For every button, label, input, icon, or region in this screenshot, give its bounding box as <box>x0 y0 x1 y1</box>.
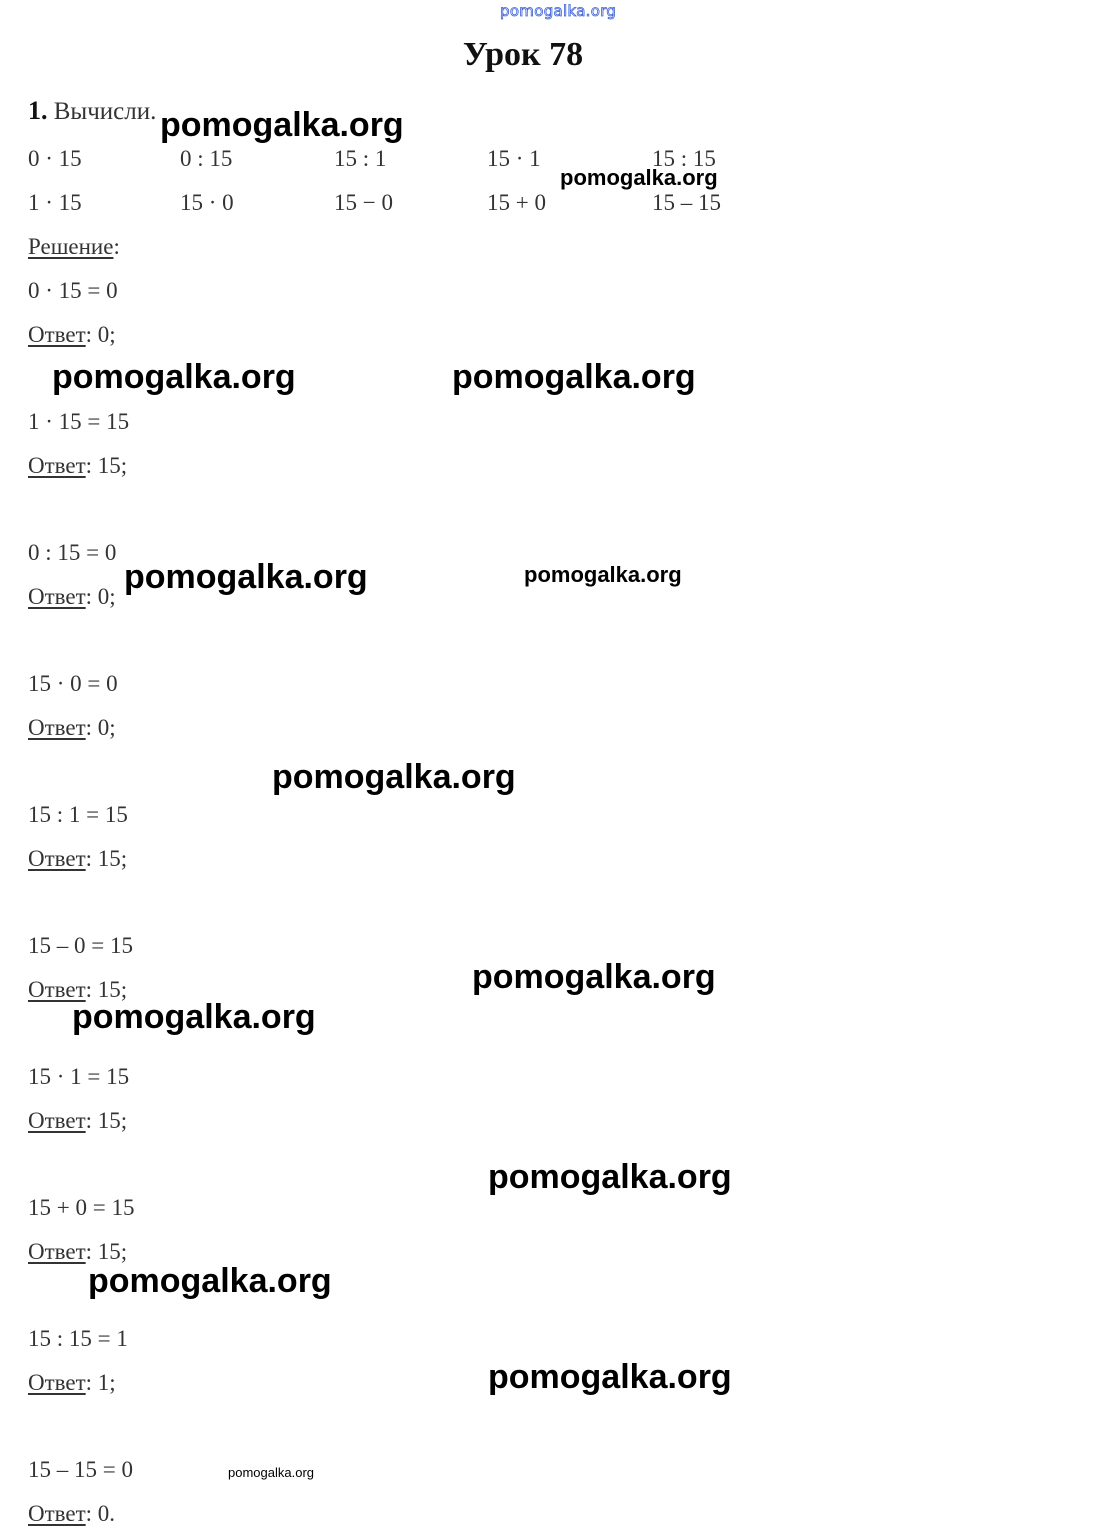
solution-heading: Решение: <box>28 234 120 259</box>
solution-equation: 15 · 0 = 0 <box>28 671 118 696</box>
solution-equation: 15 – 0 = 15 <box>28 933 133 958</box>
answer-value: : 15; <box>85 1239 128 1264</box>
answer-value: : 15; <box>85 453 128 478</box>
answer-label: Ответ <box>28 715 86 740</box>
answer-line <box>28 846 127 872</box>
answer-line <box>28 715 116 741</box>
answer-value: : 0; <box>85 584 116 609</box>
watermark: pomogalka.org <box>524 562 682 587</box>
solution-equation: 15 : 1 = 15 <box>28 802 128 827</box>
watermark: pomogalka.org <box>88 1262 332 1300</box>
answer-label: Ответ <box>28 322 86 347</box>
watermark: pomogalka.org <box>488 1158 732 1196</box>
answer-line <box>28 1108 127 1134</box>
expression: 15 − 0 <box>334 190 393 215</box>
expression: 15 · 1 <box>487 146 541 171</box>
expression: 15 – 15 <box>652 190 721 215</box>
watermark: pomogalka.org <box>228 1465 314 1480</box>
solution-equation: 1 · 15 = 15 <box>28 409 130 434</box>
answer-line <box>28 1370 116 1396</box>
solution-equation: 15 · 1 = 15 <box>28 1064 130 1089</box>
answer-value: : 1; <box>85 1370 116 1395</box>
watermark: pomogalka.org <box>52 358 296 396</box>
watermark: pomogalka.org <box>124 558 368 596</box>
solution-equation: 15 : 15 = 1 <box>28 1326 128 1351</box>
expression: 15 + 0 <box>487 190 546 215</box>
answer-value: : 0. <box>85 1501 116 1526</box>
expression: 15 : 1 <box>334 146 387 171</box>
answer-value: : 15; <box>85 846 128 871</box>
solution-equation: 0 : 15 = 0 <box>28 540 117 565</box>
answer-label: Ответ <box>28 1108 86 1133</box>
solution-equation: 0 · 15 = 0 <box>28 278 118 303</box>
task-heading <box>28 96 156 126</box>
task-instruction: Вычисли. <box>53 98 157 125</box>
answer-value: : 0; <box>85 715 116 740</box>
answer-value: : 15; <box>85 1108 128 1133</box>
answer-label: Ответ <box>28 1370 86 1395</box>
answer-label: Ответ <box>28 584 86 609</box>
expression: 1 · 15 <box>28 190 82 215</box>
watermark: pomogalka.org <box>160 106 404 144</box>
expression: 15 · 0 <box>180 190 234 215</box>
watermark: pomogalka.org <box>560 165 718 190</box>
site-watermark-top: pomogalka.org <box>500 2 617 20</box>
expression: 0 : 15 <box>180 146 233 171</box>
solution-equation: 15 + 0 = 15 <box>28 1195 135 1220</box>
watermark: pomogalka.org <box>72 998 316 1036</box>
answer-label: Ответ <box>28 453 86 478</box>
answer-line <box>28 453 127 479</box>
answer-label: Ответ <box>28 1501 86 1526</box>
answer-line <box>28 322 116 348</box>
solution-equation: 15 – 15 = 0 <box>28 1457 133 1482</box>
answer-value: : 15; <box>85 977 128 1002</box>
solution-label: Решение <box>28 234 114 259</box>
answer-label: Ответ <box>28 977 86 1002</box>
watermark: pomogalka.org <box>488 1358 732 1396</box>
page-title: Урок 78 <box>462 36 584 73</box>
watermark: pomogalka.org <box>452 358 696 396</box>
watermark: pomogalka.org <box>272 758 516 796</box>
answer-line <box>28 584 116 610</box>
expression: 15 : 15 <box>652 146 716 171</box>
watermark: pomogalka.org <box>472 958 716 996</box>
answer-value: : 0; <box>85 322 116 347</box>
expression: 0 · 15 <box>28 146 82 171</box>
task-number: 1. <box>28 96 48 125</box>
answer-label: Ответ <box>28 1239 86 1264</box>
answer-line <box>28 1501 115 1527</box>
answer-label: Ответ <box>28 846 86 871</box>
